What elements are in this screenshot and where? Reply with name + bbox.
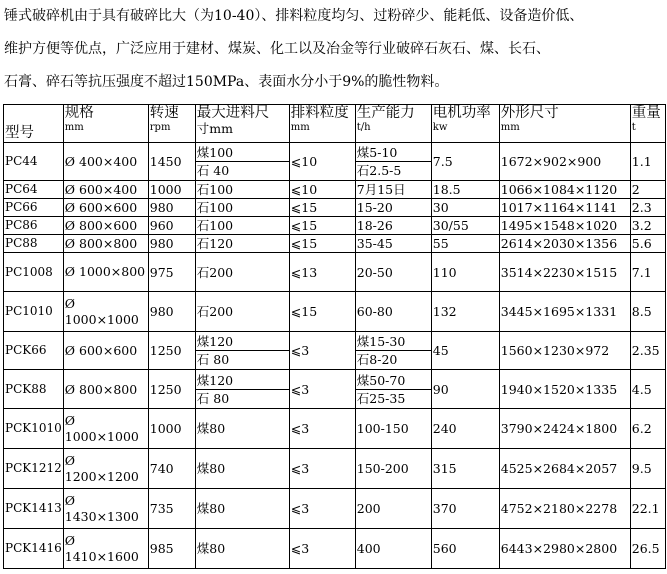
cell-feed-size: 煤80: [195, 409, 289, 449]
cell-weight: 26.5: [630, 529, 665, 569]
cell-power: 90: [431, 370, 499, 409]
table-row: [4, 449, 666, 489]
header-discharge: 排料粒度 mm: [289, 105, 355, 143]
cell-model: PCK1416: [4, 529, 64, 569]
cell-feed-size: 石100: [195, 181, 289, 199]
cell-speed: 980: [148, 235, 195, 253]
cell-dimensions: 4752×2180×2278: [499, 489, 630, 529]
cell-feed-size: 煤80: [195, 529, 289, 569]
cell-discharge: ⩽15: [289, 235, 355, 253]
cell-dimensions: 1672×902×900: [499, 143, 630, 181]
cell-dimensions: 3514×2230×1515: [499, 253, 630, 292]
table-row: [4, 409, 666, 449]
cell-capacity-line: 石25-35: [356, 389, 431, 407]
cell-speed: 1250: [148, 332, 195, 370]
cell-weight: 2.3: [630, 199, 665, 217]
table-row: [4, 181, 666, 199]
cell-capacity-line: 煤50-70: [356, 372, 406, 388]
table-row: [4, 332, 666, 370]
cell-capacity: 200: [355, 489, 431, 529]
cell-speed: 735: [148, 489, 195, 529]
header-power: 电机功率 kw: [431, 105, 499, 143]
cell-feed-size: [195, 332, 289, 370]
intro-paragraph: [4, 0, 664, 99]
cell-power: 30: [431, 199, 499, 217]
header-model: 型号: [4, 105, 64, 143]
table-header-row: [4, 105, 666, 143]
cell-power: 132: [431, 292, 499, 332]
cell-discharge: ⩽3: [289, 449, 355, 489]
header-dimensions: 外形尺寸 mm: [499, 105, 630, 143]
cell-weight: 2: [630, 181, 665, 199]
cell-power: 30/55: [431, 217, 499, 235]
intro-line: 石膏、碎石等抗压强度不超过150MPa、表面水分小于9%的脆性物料。: [4, 74, 449, 90]
cell-feed-size-line: 石 40: [196, 161, 289, 179]
cell-dimensions: 4525×2684×2057: [499, 449, 630, 489]
header-speed: 转速 rpm: [148, 105, 195, 143]
cell-model: PC88: [4, 235, 64, 253]
intro-line: 锤式破碎机由于具有破碎比大（为10-40）、排料粒度均匀、过粉碎少、能耗低、设备造价低、: [4, 8, 584, 24]
cell-weight: 7.1: [630, 253, 665, 292]
intro-line: 维护方便等优点，广泛应用于建材、煤炭、化工以及冶金等行业破碎石灰石、煤、长石、: [4, 41, 550, 57]
cell-dimensions: 3790×2424×1800: [499, 409, 630, 449]
cell-spec: Ø 1410×1600: [63, 529, 148, 569]
cell-dimensions: 1495×1548×1020: [499, 217, 630, 235]
cell-weight: 6.2: [630, 409, 665, 449]
cell-model: PC44: [4, 143, 64, 181]
cell-discharge: ⩽3: [289, 489, 355, 529]
cell-speed: 1000: [148, 409, 195, 449]
cell-spec: Ø 1200×1200: [63, 449, 148, 489]
cell-capacity: 150-200: [355, 449, 431, 489]
cell-capacity: 15-20: [355, 199, 431, 217]
cell-discharge: ⩽10: [289, 181, 355, 199]
cell-weight: 5.6: [630, 235, 665, 253]
cell-capacity: [355, 332, 431, 370]
cell-discharge: ⩽13: [289, 253, 355, 292]
cell-spec: Ø 1000×1000: [63, 292, 148, 332]
cell-discharge: ⩽15: [289, 199, 355, 217]
cell-dimensions: 1560×1230×972: [499, 332, 630, 370]
cell-capacity: [355, 143, 431, 181]
cell-feed-size: 石200: [195, 253, 289, 292]
cell-spec: Ø 600×400: [63, 181, 148, 199]
cell-capacity: 400: [355, 529, 431, 569]
cell-dimensions: 6443×2980×2800: [499, 529, 630, 569]
cell-model: PCK88: [4, 370, 64, 409]
cell-dimensions: 2614×2030×1356: [499, 235, 630, 253]
cell-feed-size-line: 煤120: [196, 334, 234, 349]
header-capacity: 生产能力 t/h: [355, 105, 431, 143]
cell-spec: Ø 400×400: [63, 143, 148, 181]
cell-discharge: ⩽10: [289, 143, 355, 181]
cell-feed-size: 煤80: [195, 489, 289, 529]
cell-model: PC66: [4, 199, 64, 217]
cell-capacity-line: 石8-20: [356, 350, 431, 368]
cell-spec: Ø 800×600: [63, 217, 148, 235]
cell-power: 560: [431, 529, 499, 569]
cell-feed-size-line: 煤100: [196, 145, 234, 160]
cell-capacity: 7月15日: [355, 181, 431, 199]
cell-capacity: 20-50: [355, 253, 431, 292]
cell-discharge: ⩽3: [289, 409, 355, 449]
cell-feed-size: [195, 370, 289, 409]
spec-table: [3, 104, 666, 569]
cell-power: 45: [431, 332, 499, 370]
cell-power: 110: [431, 253, 499, 292]
cell-discharge: ⩽15: [289, 217, 355, 235]
cell-speed: 740: [148, 449, 195, 489]
cell-speed: 1000: [148, 181, 195, 199]
cell-power: 315: [431, 449, 499, 489]
table-row: [4, 292, 666, 332]
cell-model: PCK1212: [4, 449, 64, 489]
cell-feed-size: 石120: [195, 235, 289, 253]
cell-feed-size: 石200: [195, 292, 289, 332]
cell-speed: 960: [148, 217, 195, 235]
cell-model: PCK1010: [4, 409, 64, 449]
cell-weight: 8.5: [630, 292, 665, 332]
cell-weight: 1.1: [630, 143, 665, 181]
cell-weight: 2.35: [630, 332, 665, 370]
table-row: [4, 489, 666, 529]
cell-discharge: ⩽3: [289, 370, 355, 409]
cell-capacity: 18-26: [355, 217, 431, 235]
cell-capacity: [355, 370, 431, 409]
cell-feed-size-line: 煤120: [196, 372, 234, 388]
cell-feed-size-line: 石 80: [196, 389, 289, 407]
cell-capacity: 35-45: [355, 235, 431, 253]
cell-model: PCK1413: [4, 489, 64, 529]
cell-power: 55: [431, 235, 499, 253]
cell-capacity: 100-150: [355, 409, 431, 449]
cell-spec: Ø 800×800: [63, 370, 148, 409]
cell-model: PC1008: [4, 253, 64, 292]
cell-weight: 22.1: [630, 489, 665, 529]
cell-model: PC64: [4, 181, 64, 199]
cell-speed: 975: [148, 253, 195, 292]
cell-weight: 4.5: [630, 370, 665, 409]
cell-dimensions: 1940×1520×1335: [499, 370, 630, 409]
cell-spec: Ø 1000×800: [63, 253, 148, 292]
cell-feed-size: 石100: [195, 199, 289, 217]
header-feed-size: 最大进料尺 寸mm: [195, 105, 289, 143]
cell-speed: 1250: [148, 370, 195, 409]
cell-discharge: ⩽15: [289, 292, 355, 332]
table-row: [4, 253, 666, 292]
cell-feed-size-line: 石 80: [196, 350, 289, 368]
cell-capacity-line: 石2.5-5: [356, 161, 431, 179]
cell-model: PC86: [4, 217, 64, 235]
cell-speed: 1450: [148, 143, 195, 181]
cell-discharge: ⩽3: [289, 332, 355, 370]
cell-dimensions: 1066×1084×1120: [499, 181, 630, 199]
cell-capacity-line: 煤5-10: [356, 145, 398, 160]
cell-feed-size: [195, 143, 289, 181]
table-row: [4, 370, 666, 409]
cell-capacity-line: 煤15-30: [356, 334, 406, 349]
cell-weight: 3.2: [630, 217, 665, 235]
cell-model: PCK66: [4, 332, 64, 370]
cell-spec: Ø 1000×1000: [63, 409, 148, 449]
cell-dimensions: 1017×1164×1141: [499, 199, 630, 217]
cell-power: 240: [431, 409, 499, 449]
cell-power: 18.5: [431, 181, 499, 199]
cell-speed: 980: [148, 199, 195, 217]
cell-spec: Ø 1430×1300: [63, 489, 148, 529]
cell-capacity: 60-80: [355, 292, 431, 332]
table-row: [4, 143, 666, 181]
cell-spec: Ø 600×600: [63, 199, 148, 217]
header-weight: 重量 t: [630, 105, 665, 143]
table-row: [4, 199, 666, 217]
cell-speed: 985: [148, 529, 195, 569]
cell-power: 7.5: [431, 143, 499, 181]
cell-power: 370: [431, 489, 499, 529]
table-row: [4, 235, 666, 253]
cell-discharge: ⩽3: [289, 529, 355, 569]
cell-speed: 980: [148, 292, 195, 332]
table-row: [4, 217, 666, 235]
cell-model: PC1010: [4, 292, 64, 332]
cell-dimensions: 3445×1695×1331: [499, 292, 630, 332]
cell-spec: Ø 600×600: [63, 332, 148, 370]
cell-weight: 9.5: [630, 449, 665, 489]
header-spec: 规格 mm: [63, 105, 148, 143]
table-row: [4, 529, 666, 569]
cell-feed-size: 石100: [195, 217, 289, 235]
cell-spec: Ø 800×800: [63, 235, 148, 253]
cell-feed-size: 煤80: [195, 449, 289, 489]
